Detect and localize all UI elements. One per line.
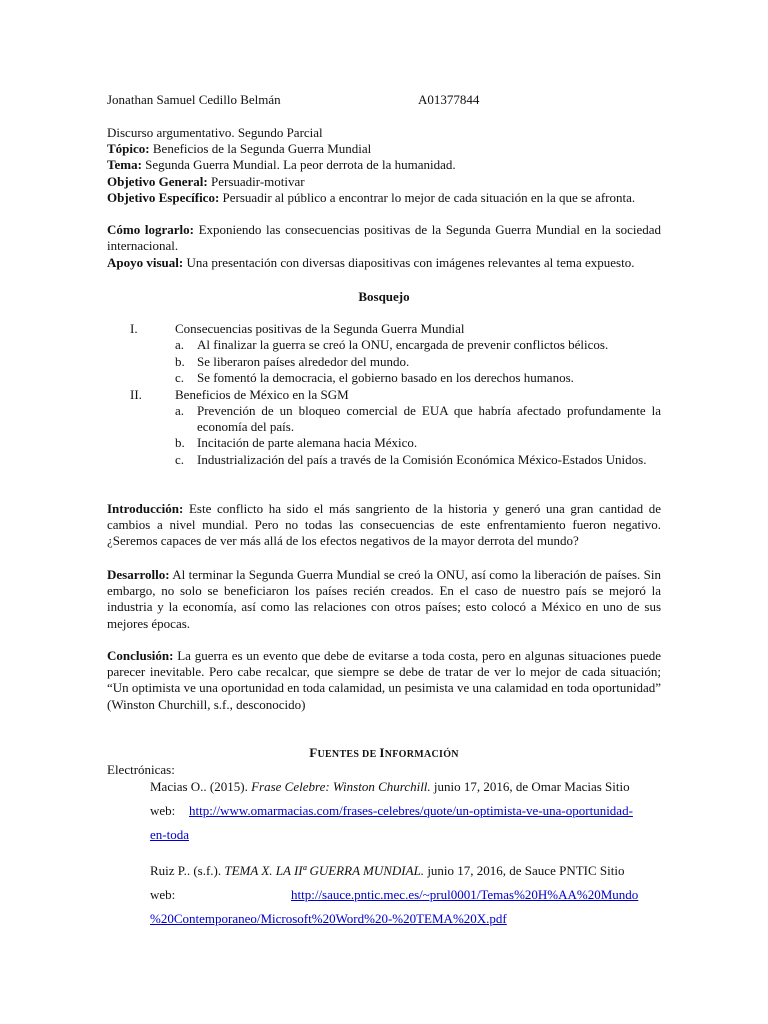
- reference-1-web-line-2: [150, 827, 661, 843]
- sources-category: Electrónicas:: [107, 762, 175, 777]
- apoyo-visual-label: Apoyo visual:: [107, 255, 184, 270]
- introduccion-paragraph: [107, 501, 661, 550]
- student-id: A01377844: [418, 92, 480, 107]
- reference-1-details: junio 17, 2016, de Omar Macias Sitio: [430, 779, 630, 794]
- section-1-title: Consecuencias positivas de la Segunda Guerra Mundial: [175, 321, 465, 336]
- reference-2: [150, 863, 661, 879]
- reference-1-link-continued[interactable]: en-toda: [150, 827, 189, 842]
- objetivo-especifico-paragraph: [107, 190, 661, 206]
- conclusion-paragraph: [107, 648, 661, 713]
- desarrollo-paragraph: [107, 567, 661, 632]
- reference-1-web-line: [150, 803, 661, 819]
- reference-1-web-label: web:: [150, 803, 176, 818]
- section-1-item-b-letter: b.: [175, 354, 185, 369]
- sources-title-rest2: NFORMACIÓN: [384, 749, 459, 760]
- outline-title: [107, 289, 661, 305]
- como-lograrlo-paragraph: [107, 222, 661, 254]
- reference-2-web-line: [150, 887, 661, 903]
- section-1-item-c-letter: c.: [175, 370, 185, 385]
- section-1-item-b: Se liberaron países alrededor del mundo.: [197, 354, 410, 369]
- section-2-item-b: Incitación de parte alemana hacia México.: [197, 435, 418, 450]
- reference-1-link[interactable]: http://www.omarmacias.com/frases-celebres/quote/un-optimista-ve-una-oportunidad-: [189, 803, 633, 818]
- author-name: Jonathan Samuel Cedillo Belmán: [107, 92, 281, 107]
- section-2-item-c: Industrialización del país a través de la Comisión Económica México-Estados Unidos.: [197, 452, 647, 467]
- introduccion-label: Introducción:: [107, 501, 184, 516]
- objetivo-especifico-label: Objetivo Específico:: [107, 190, 220, 205]
- section-2-item-a-letter: a.: [175, 403, 185, 418]
- introduccion-text: Este conflicto ha sido el más sangriento de la historia y generó una gran cantidad de cambios a nivel mundial. Pero no todas las consecuencias de este enfrentamiento fueron negativo. ¿Seremos capaces de ver más allá de los efectos negativos de la mayor derrota del mundo?: [107, 501, 661, 549]
- tema-label: Tema:: [107, 157, 142, 172]
- document-subtitle: Discurso argumentativo. Segundo Parcial: [107, 125, 323, 140]
- como-lograrlo-value: Exponiendo las consecuencias positivas de la Segunda Guerra Mundial en la sociedad internacional.: [107, 222, 661, 254]
- section-2-item-c-letter: c.: [175, 452, 185, 467]
- outline-title-text: Bosquejo: [358, 289, 410, 304]
- reference-2-details: junio 17, 2016, de Sauce PNTIC Sitio: [424, 863, 625, 878]
- tema-value: Segunda Guerra Mundial. La peor derrota de la humanidad.: [141, 157, 456, 172]
- reference-2-link-continued[interactable]: %20Contemporaneo/Microsoft%20Word%20-%20TEMA%20X.pdf: [150, 911, 507, 926]
- section-2-numeral: II.: [130, 387, 142, 402]
- tema-line: [107, 157, 661, 173]
- reference-1-author: Macias O.. (2015).: [150, 779, 252, 794]
- apoyo-visual-paragraph: [107, 255, 661, 271]
- reference-1-title: Frase Celebre: Winston Churchill.: [251, 779, 431, 794]
- section-1-item-c: Se fomentó la democracia, el gobierno basado en los derechos humanos.: [197, 370, 574, 385]
- reference-2-link[interactable]: http://sauce.pntic.mec.es/~prul0001/Temas%20H%AA%20Mundo: [291, 887, 639, 902]
- objetivo-general-line: [107, 174, 661, 190]
- conclusion-text: La guerra es un evento que debe de evitarse a toda costa, pero en algunas situaciones puede parecer inevitable. Pero cabe recalcar, que siempre se debe de tratar de ver lo mejor de cada situación; “Un optimista ve una oportunidad en toda calamidad, un pesimista ve una calamidad en toda oportunidad” (Winston Churchill, s.f., desconocido): [107, 648, 661, 712]
- conclusion-label: Conclusión:: [107, 648, 174, 663]
- desarrollo-text: Al terminar la Segunda Guerra Mundial se creó la ONU, así como la liberación de países. Sin embargo, no solo se beneficiaron los países recién creados. En el caso de nuestro país se mejoró la industria y la economía, así como las relaciones con otros países; esto colocó a México en uno de sus mejores épocas.: [107, 567, 661, 631]
- objetivo-general-value: Persuadir-motivar: [207, 174, 305, 189]
- section-1-item-a: Al finalizar la guerra se creó la ONU, encargada de prevenir conflictos bélicos.: [197, 337, 609, 352]
- topico-label: Tópico:: [107, 141, 150, 156]
- sources-title-rest1: UENTES DE: [317, 749, 380, 760]
- desarrollo-label: Desarrollo:: [107, 567, 170, 582]
- section-1-numeral: I.: [130, 321, 138, 336]
- sources-title: [107, 745, 661, 763]
- objetivo-especifico-value: Persuadir al público a encontrar lo mejor de cada situación en la que se afronta.: [219, 190, 636, 205]
- topico-value: Beneficios de la Segunda Guerra Mundial: [149, 141, 372, 156]
- reference-2-author: Ruiz P.. (s.f.).: [150, 863, 225, 878]
- sources-title-cap2: I: [379, 745, 385, 760]
- section-2-item-a: Prevención de un bloqueo comercial de EUA que habría afectado profundamente la economía del país.: [197, 403, 661, 435]
- apoyo-visual-value: Una presentación con diversas diapositivas con imágenes relevantes al tema expuesto.: [183, 255, 635, 270]
- section-2-title: Beneficios de México en la SGM: [175, 387, 349, 402]
- section-1-item-a-letter: a.: [175, 337, 185, 352]
- header-line: [107, 92, 661, 108]
- reference-2-title: TEMA X. LA IIª GUERRA MUNDIAL.: [224, 863, 425, 878]
- reference-1: [150, 779, 661, 795]
- reference-2-web-line-2: [150, 911, 661, 927]
- section-2-item-b-letter: b.: [175, 435, 185, 450]
- reference-2-web-label: web:: [150, 887, 176, 902]
- topico-line: [107, 141, 661, 157]
- objetivo-general-label: Objetivo General:: [107, 174, 208, 189]
- como-lograrlo-label: Cómo lograrlo:: [107, 222, 194, 237]
- sources-title-cap1: F: [309, 745, 318, 760]
